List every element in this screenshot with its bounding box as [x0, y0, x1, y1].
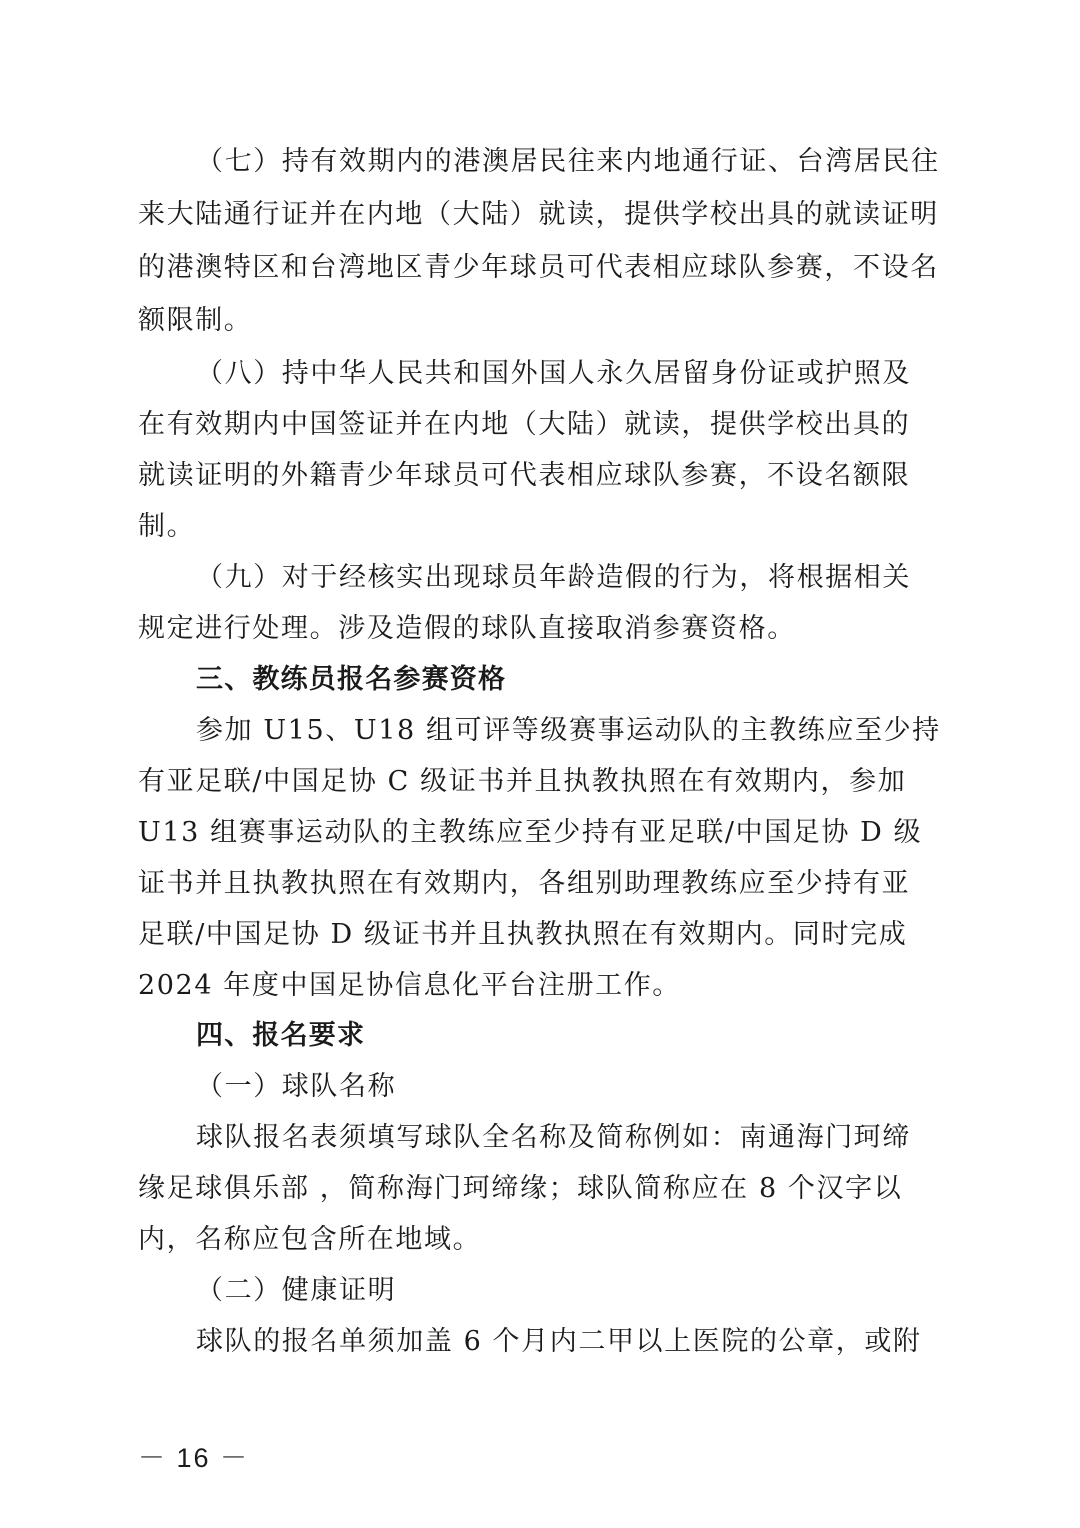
- paragraph-line: 足联/中国足协 D 级证书并且执教执照在有效期内。同时完成: [138, 919, 908, 950]
- section-heading: 三、教练员报名参赛资格: [196, 664, 507, 695]
- paragraph-line: 制。: [138, 511, 196, 542]
- paragraph-line: 球队的报名单须加盖 6 个月内二甲以上医院的公章，或附: [196, 1326, 922, 1357]
- paragraph-line: 就读证明的外籍青少年球员可代表相应球队参赛，不设名额限: [138, 460, 911, 491]
- paragraph-line: 在有效期内中国签证并在内地（大陆）就读，提供学校出具的: [138, 409, 911, 440]
- paragraph-line: 规定进行处理。涉及造假的球队直接取消参赛资格。: [138, 613, 796, 644]
- paragraph-line: U13 组赛事运动队的主教练应至少持有亚足联/中国足协 D 级: [138, 817, 923, 848]
- paragraph-line: 有亚足联/中国足协 C 级证书并且执教执照在有效期内，参加: [138, 766, 907, 797]
- paragraph-line: 缘足球俱乐部 ，简称海门珂缔缘；球队简称应在 8 个汉字以: [138, 1173, 903, 1204]
- section-heading: 四、报名要求: [196, 1020, 366, 1051]
- paragraph-line: 额限制。: [138, 305, 253, 336]
- paragraph-line: 参加 U15、U18 组可评等级赛事运动队的主教练应至少持: [196, 715, 941, 746]
- paragraph-line: （九）对于经核实出现球员年龄造假的行为，将根据相关: [196, 562, 911, 593]
- subsection-heading: （二）健康证明: [196, 1275, 397, 1306]
- page-number: － 16 －: [138, 1443, 250, 1473]
- paragraph-line: （七）持有效期内的港澳居民往来内地通行证、台湾居民往: [196, 146, 940, 177]
- paragraph-line: 球队报名表须填写球队全名称及简称例如：南通海门珂缔: [196, 1122, 911, 1153]
- paragraph-line: 来大陆通行证并在内地（大陆）就读，提供学校出具的就读证明: [138, 199, 939, 230]
- subsection-heading: （一）球队名称: [196, 1071, 397, 1102]
- paragraph-line: 的港澳特区和台湾地区青少年球员可代表相应球队参赛，不设名: [138, 252, 939, 283]
- paragraph-line: 2024 年度中国足协信息化平台注册工作。: [138, 970, 681, 1001]
- paragraph-line: （八）持中华人民共和国外国人永久居留身份证或护照及: [196, 358, 911, 389]
- paragraph-line: 证书并且执教执照在有效期内，各组别助理教练应至少持有亚: [138, 868, 911, 899]
- paragraph-line: 内，名称应包含所在地域。: [138, 1224, 482, 1255]
